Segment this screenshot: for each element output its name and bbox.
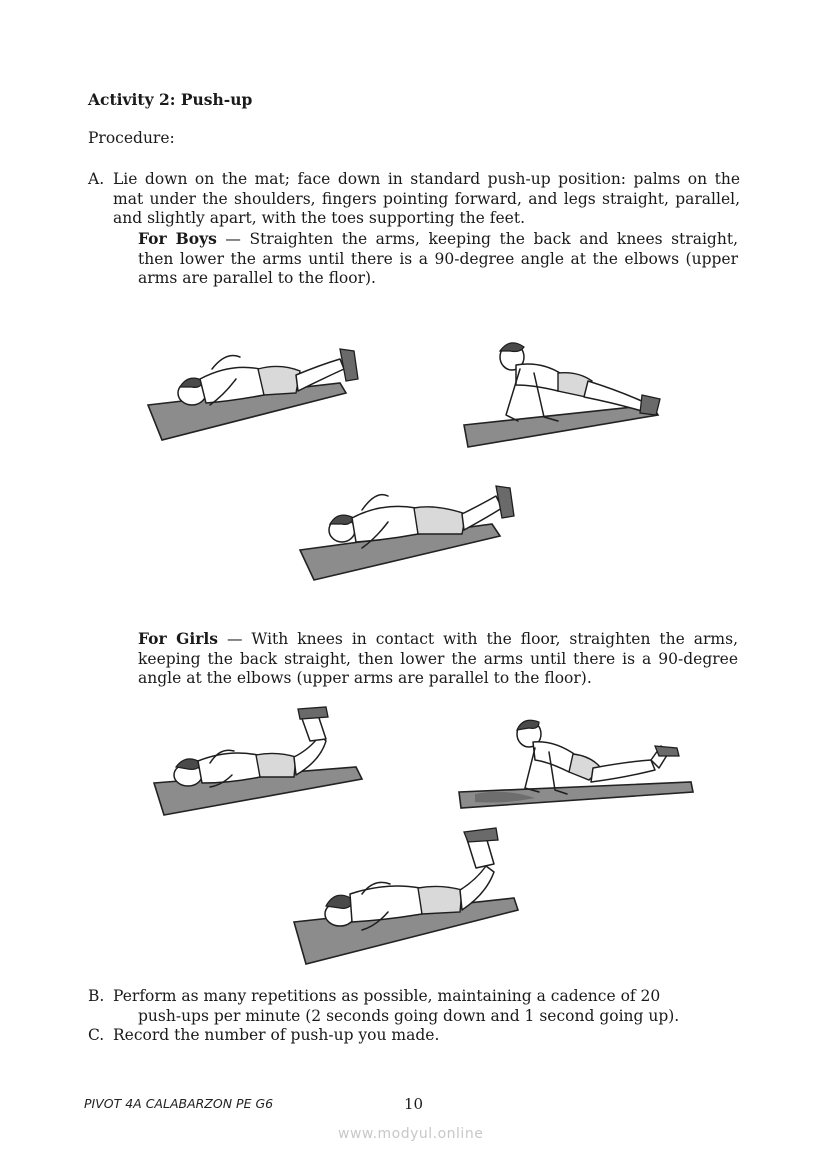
girls-pushup-raised-illustration [455, 712, 700, 812]
boys-pushup-lowered-illustration [140, 335, 380, 445]
step-c [88, 1026, 740, 1046]
girls-pushup-center-illustration [290, 822, 530, 972]
step-a-marker: A. [88, 170, 105, 188]
step-b-line1: Perform as many repetitions as possible, maintaining a cadence of 20 [113, 987, 661, 1005]
footer-module-label: PIVOT 4A CALABARZON PE G6 [84, 1096, 274, 1111]
girls-text: — With knees in contact with the floor, straighten the arms, keeping the back straight, then lower the arms until there is a 90-degree angle at the elbows (upper arms are parallel to the floor). [138, 630, 738, 687]
watermark: www.modyul.online [338, 1126, 484, 1142]
page-number: 10 [404, 1095, 424, 1113]
step-b [88, 987, 740, 1026]
boys-pushup-raised-illustration [460, 335, 680, 455]
procedure-label: Procedure: [88, 129, 175, 147]
boys-pushup-center-illustration [296, 478, 536, 588]
girls-label: For Girls [138, 629, 218, 648]
girls-instruction [138, 629, 738, 689]
girls-pushup-lowered-illustration [150, 705, 370, 815]
step-b-line2: push-ups per minute (2 seconds going down and 1 second going up). [138, 1006, 680, 1025]
step-b-marker: B. [88, 987, 105, 1005]
activity-title: Activity 2: Push-up [88, 90, 253, 109]
step-c-text: Record the number of push-up you made. [113, 1026, 440, 1044]
boys-instruction [138, 229, 738, 289]
boys-label: For Boys [138, 229, 217, 248]
step-a [88, 170, 740, 229]
step-c-marker: C. [88, 1026, 105, 1044]
boys-text: — Straighten the arms, keeping the back and knees straight, then lower the arms until there is a 90-degree angle at the elbows (upper arms are parallel to the floor). [138, 230, 738, 287]
step-a-text: Lie down on the mat; face down in standard push-up position: palms on the mat under the shoulders, fingers pointing forward, and legs straight, parallel, and slightly apart, with the toes supporting the feet. [113, 170, 740, 227]
